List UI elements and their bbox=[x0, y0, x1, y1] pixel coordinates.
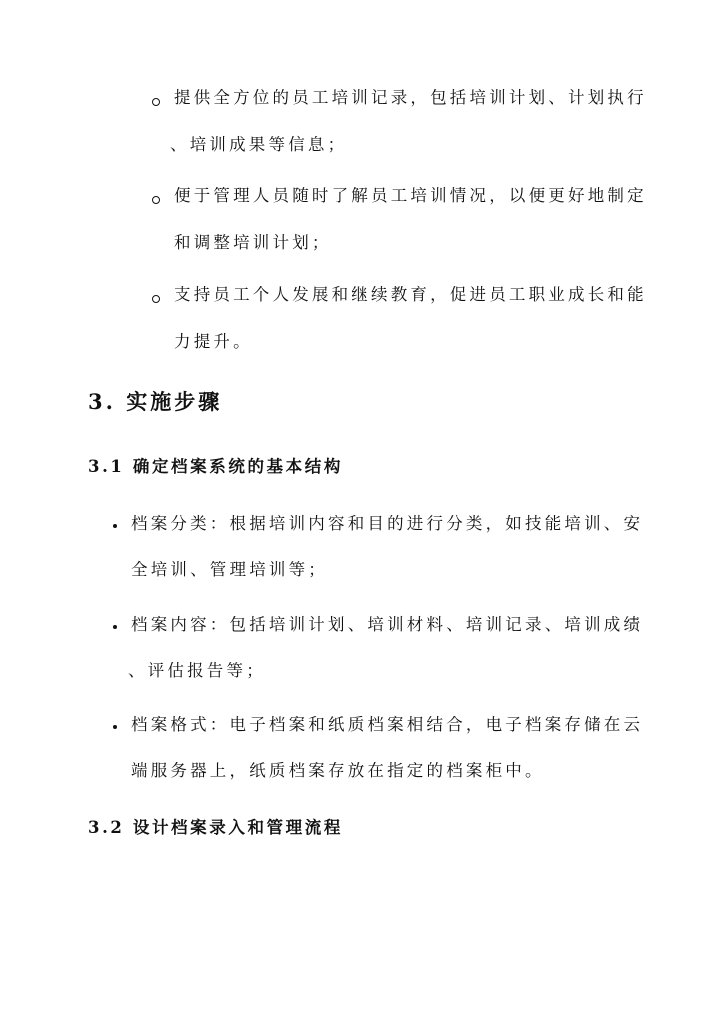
sub-bullet-2-line1: 便于管理人员随时了解员工培训情况，以便更好地制定 bbox=[174, 186, 647, 205]
item-3-line2: 端服务器上，纸质档案存放在指定的档案柜中。 bbox=[131, 761, 545, 780]
circle-bullet-icon bbox=[152, 196, 160, 204]
sub-bullet-2-line2: 和调整培训计划； bbox=[174, 233, 332, 252]
sub-bullet-3-line2: 力提升。 bbox=[174, 332, 253, 351]
circle-bullet-icon bbox=[152, 98, 160, 106]
sub-bullet-3-line1: 支持员工个人发展和继续教育，促进员工职业成长和能 bbox=[174, 285, 647, 304]
section-3-2-heading: 3.2 设计档案录入和管理流程 bbox=[88, 818, 343, 837]
item-2-line1: 档案内容：包括培训计划、培训材料、培训记录、培训成绩 bbox=[131, 615, 644, 634]
sub-bullet-1-line1: 提供全方位的员工培训记录，包括培训计划、计划执行 bbox=[174, 88, 647, 107]
item-2-line2: 、评估报告等； bbox=[128, 661, 266, 680]
dot-bullet-icon bbox=[113, 625, 117, 629]
section-3-1-heading: 3.1 确定档案系统的基本结构 bbox=[88, 457, 343, 476]
dot-bullet-icon bbox=[113, 725, 117, 729]
dot-bullet-icon bbox=[113, 524, 117, 528]
circle-bullet-icon bbox=[152, 295, 160, 303]
section-3-heading: 3. 实施步骤 bbox=[88, 389, 223, 414]
item-1-line1: 档案分类：根据培训内容和目的进行分类，如技能培训、安 bbox=[131, 514, 644, 533]
sub-bullet-1-line2: 、培训成果等信息； bbox=[170, 135, 348, 154]
item-3-line1: 档案格式：电子档案和纸质档案相结合，电子档案存储在云 bbox=[131, 715, 644, 734]
item-1-line2: 全培训、管理培训等； bbox=[131, 560, 328, 579]
